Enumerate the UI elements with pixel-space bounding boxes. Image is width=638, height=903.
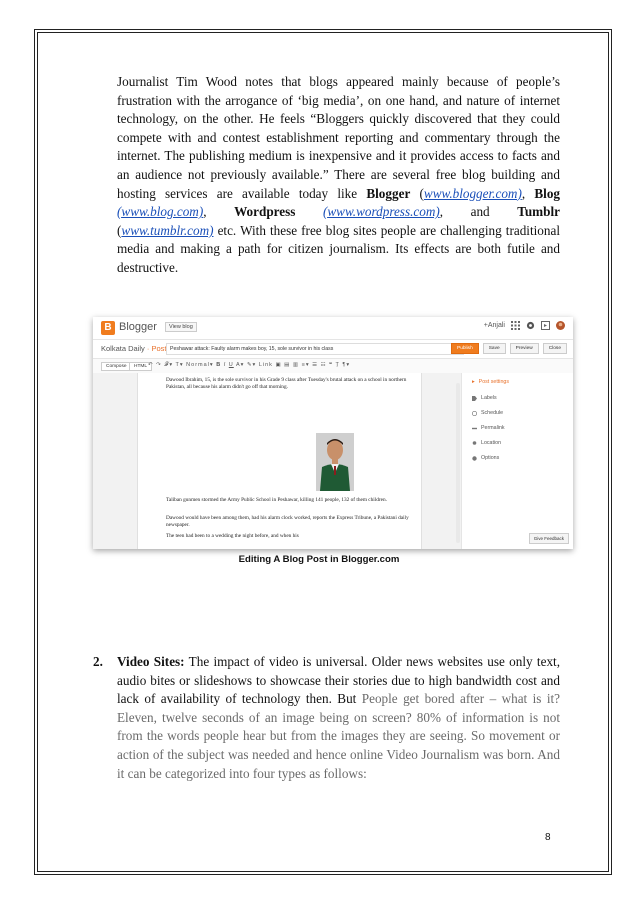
etc-word: etc. xyxy=(217,222,237,238)
clock-icon xyxy=(472,411,477,416)
blogger-link[interactable]: www.blogger.com) xyxy=(423,185,522,201)
item-text-grey: People get bored after – what is it? Eleven, twelve seconds of an image being on screen? 80% of information is not from the words people hear but from the images they are seeing. So movement or action of the subject was needed and hence online Video Journalism was born. And it can be categorized into four types as follows: xyxy=(117,691,560,781)
tumblr-link[interactable]: www.tumblr.com) xyxy=(121,222,214,238)
editor-paragraph: The teen had been to a wedding the night before, and when his xyxy=(166,533,299,539)
editor-area[interactable] xyxy=(93,373,461,549)
boy-photo xyxy=(316,433,354,491)
preview-button[interactable]: Preview xyxy=(510,343,539,354)
blogger-topbar xyxy=(93,317,573,340)
blog-name: Blog xyxy=(534,185,561,201)
link-icon xyxy=(472,426,477,431)
item-title: Video Sites: xyxy=(117,654,185,669)
share-icon[interactable] xyxy=(541,321,550,330)
compose-tab[interactable]: Compose xyxy=(101,362,132,371)
editor-scrollbar[interactable] xyxy=(456,383,460,543)
editor-toolbar xyxy=(93,359,573,374)
wordpress-name: Wordpress xyxy=(234,204,296,220)
blog-link[interactable]: (www.blog.com) xyxy=(117,204,204,220)
item-text: The impact of video is universal. Older news websites use only text, audio bites or slideshows to showcase their stories due to high bandwidth cost and lack of availability of technology then. But xyxy=(117,654,560,707)
post-settings-header[interactable]: ▸ Post settings xyxy=(472,379,509,385)
blogger-name: Blogger xyxy=(366,185,411,201)
blogger-brand: Blogger xyxy=(119,321,157,333)
schedule-item[interactable]: Schedule xyxy=(472,410,503,416)
wordpress-link[interactable]: (www.wordpress.com) xyxy=(322,204,440,220)
html-tab[interactable]: HTML xyxy=(129,362,152,371)
location-item[interactable]: Location xyxy=(472,440,501,446)
tumblr-name: Tumblr xyxy=(517,204,560,220)
editor-page[interactable] xyxy=(137,373,422,549)
editor-paragraph: Taliban gunmen stormed the Army Public School in Peshawar, killing 141 people, 132 of them children. xyxy=(166,497,387,503)
blogger-logo-icon: B xyxy=(101,321,115,335)
blog-name-label: Kolkata Daily · Post xyxy=(101,344,167,353)
paragraph-rest: With these free blog sites people are challenging traditional media and making a path for citizen journalism. Its effects are both futile and destructive. xyxy=(117,222,560,275)
user-name[interactable]: +Anjali xyxy=(483,322,505,329)
and-word: , and xyxy=(439,204,490,220)
labels-item[interactable]: Labels xyxy=(472,395,497,401)
close-button[interactable]: Close xyxy=(543,343,567,354)
avatar[interactable] xyxy=(556,321,565,330)
formatting-icons[interactable]: ↶ ↷ 𝓕▾ T▾ Normal▾ B I U A▾ ✎▾ Link ▣ ▤ ▥ ≡▾ ☰ ☷ ❝ Ṯ ¶▾ xyxy=(148,362,351,368)
item-number: 2. xyxy=(93,654,103,669)
options-item[interactable]: Options xyxy=(472,455,499,461)
permalink-item[interactable]: Permalink xyxy=(472,425,505,431)
blogs-paragraph: Journalist Tim Wood notes that blogs appeared mainly because of people’s frustration with the arrogance of ‘big media’, on one hand, and nature of internet technology, on the other. He feels “Bloggers quickly discovered that they could compete with and contest establishment reporting and commentary through the internet. The publishing medium is inexpensive and it provides access to facts and an audience not previously available.” There are several free blog building and hosting services are available today like Blogger (www.blogger.com), Blog (www.blog.com), Wordpress (www.wordpress.com), and Tumblr (www.tumblr.com) etc. With these free blog sites people are challenging traditional media and making a path for citizen journalism. Its effects are both futile and destructive. xyxy=(117,74,561,275)
location-pin-icon xyxy=(472,441,477,446)
gear-icon[interactable] xyxy=(526,321,535,330)
page-number: 8 xyxy=(545,832,551,843)
save-button[interactable]: Save xyxy=(483,343,506,354)
give-feedback-button[interactable]: Give Feedback xyxy=(529,533,569,544)
post-settings-sidebar xyxy=(461,373,573,549)
gear-icon xyxy=(472,456,477,461)
view-blog-button[interactable]: View blog xyxy=(165,322,197,332)
figure-caption: Editing A Blog Post in Blogger.com xyxy=(238,554,400,565)
video-sites-item xyxy=(93,653,560,783)
apps-grid-icon[interactable] xyxy=(511,321,520,330)
editor-paragraph: Dawood Ibrahim, 15, is the sole survivor in his Grade 9 class after Tuesday's brutal attack on a school in northern Pakistan, all because his alarm didn't go off that morning. xyxy=(166,377,407,390)
publish-button[interactable]: Publish xyxy=(451,343,479,354)
post-title-input[interactable]: Peshawar attack: Faulty alarm makes boy, 15, sole survivor in his class xyxy=(166,343,464,355)
tag-icon xyxy=(472,396,477,401)
paragraph-intro: Journalist Tim Wood notes that blogs appeared mainly because of people’s frustration with the arrogance of ‘big media’, on one hand, and nature of internet technology, on the other. He feels “Bloggers quickly discovered that they could compete with and contest establishment reporting and commentary through the internet. The publishing medium is inexpensive and it provides access to facts and an audience not previously available.” There are several free blog building and hosting services are available today like xyxy=(117,74,560,201)
post-title-bar xyxy=(93,340,573,359)
editor-paragraph: Dawood would have been among them, had his alarm clock worked, reports the Express Tribune, a Pakistani daily newspaper. xyxy=(166,515,409,528)
blogger-screenshot xyxy=(93,317,573,549)
